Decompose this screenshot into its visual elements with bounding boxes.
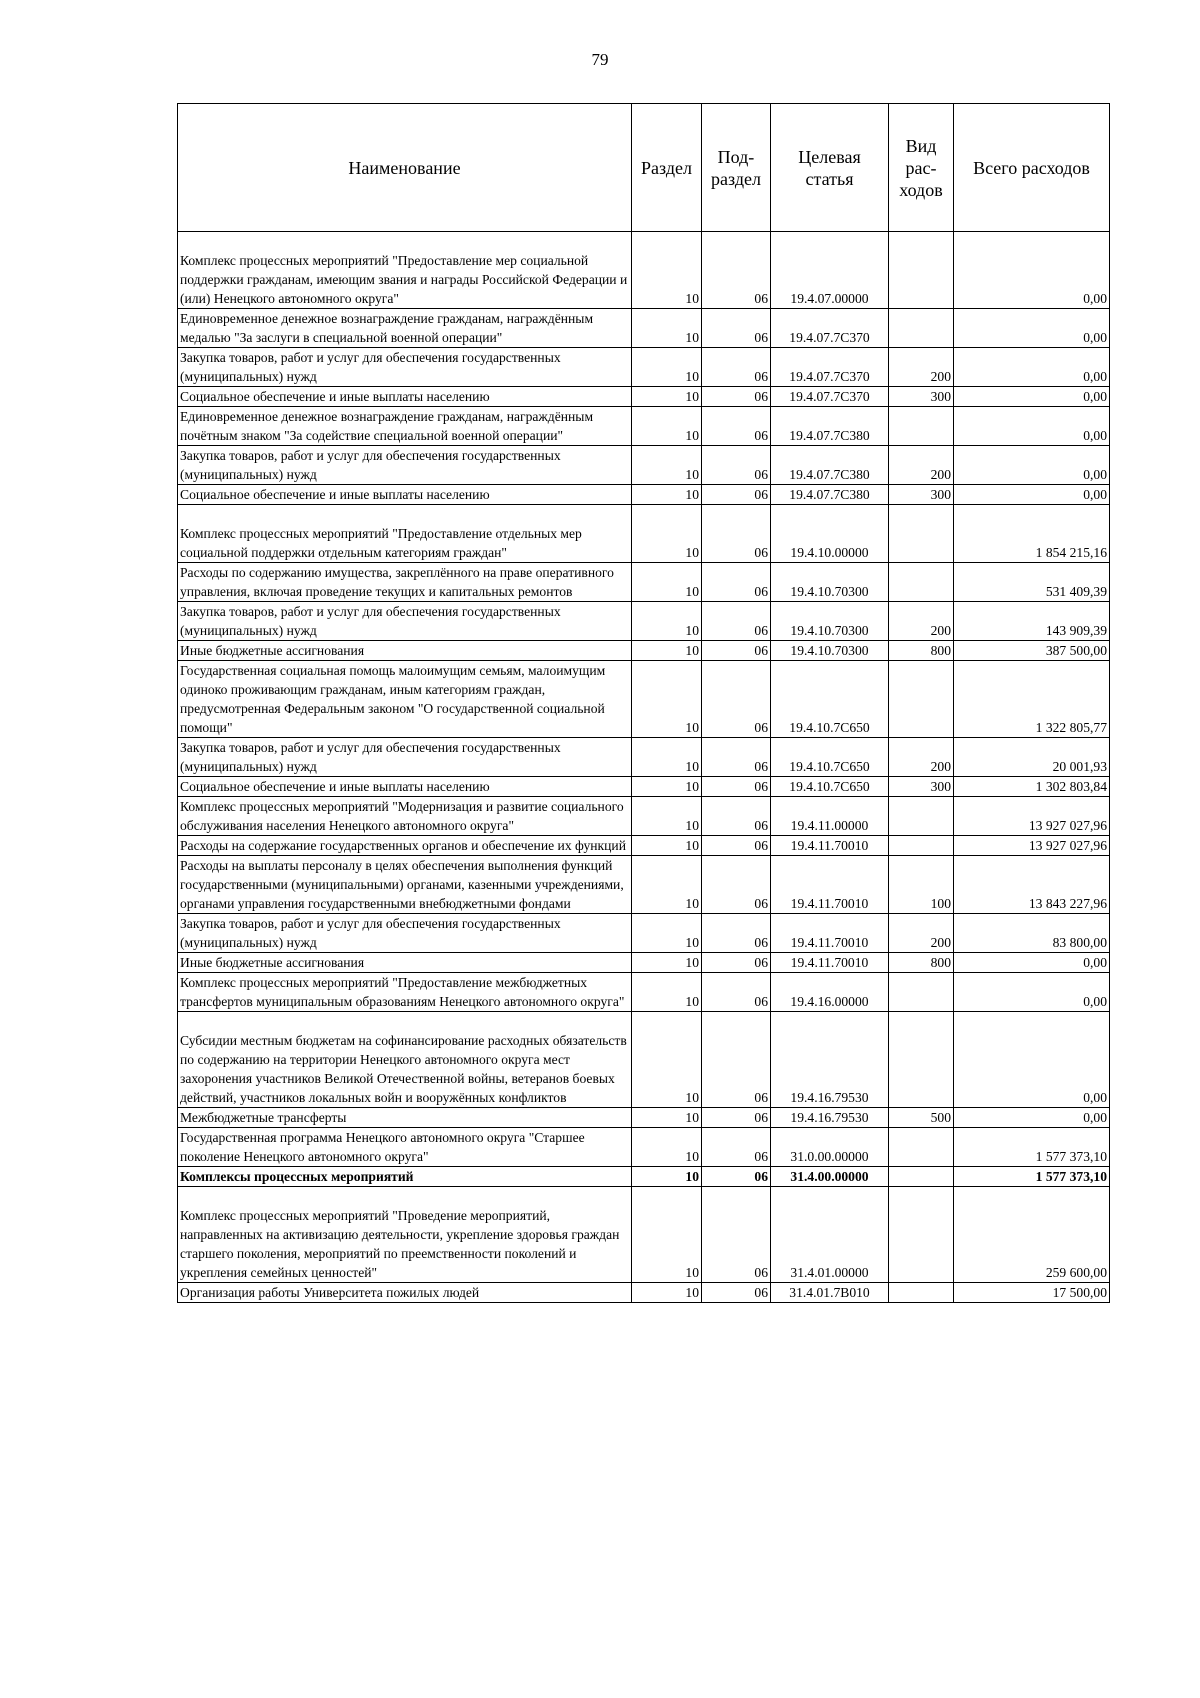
row-celevaya: 19.4.07.7C380 [771,485,889,505]
row-name: Комплекс процессных мероприятий "Предоставление отдельных мер социальной поддержки отдельным категориям граждан" [178,505,632,563]
row-total: 13 927 027,96 [954,797,1110,836]
row-razdel: 10 [632,641,702,661]
table-row [178,1108,1110,1128]
row-total: 1 322 805,77 [954,661,1110,738]
row-total: 13 843 227,96 [954,856,1110,914]
row-celevaya: 19.4.10.70300 [771,602,889,641]
row-name: Расходы на содержание государственных органов и обеспечение их функций [178,836,632,856]
row-name: Комплекс процессных мероприятий "Проведение мероприятий, направленных на активизацию деятельности, укрепление здоровья граждан старшего поколения, мероприятий по преемственности поколений и укрепления семейных ценностей" [178,1187,632,1283]
row-celevaya: 31.4.00.00000 [771,1167,889,1187]
table-row [178,836,1110,856]
row-name: Расходы на выплаты персоналу в целях обеспечения выполнения функций государственными (муниципальными) органами, казенными учреждениями, органами управления государственными внебюджетными фондами [178,856,632,914]
row-name: Комплекс процессных мероприятий "Предоставление мер социальной поддержки гражданам, имеющим звания и награды Российской Федерации и (или) Ненецкого автономного округа" [178,232,632,309]
row-razdel: 10 [632,309,702,348]
row-total: 0,00 [954,309,1110,348]
row-name: Единовременное денежное вознаграждение гражданам, награждённым медалью "За заслуги в специальной военной операции" [178,309,632,348]
row-podrazdel: 06 [702,1012,771,1108]
table-row [178,485,1110,505]
row-razdel: 10 [632,914,702,953]
row-celevaya: 31.4.01.7B010 [771,1283,889,1303]
header-razdel-text: Раздел [641,157,692,178]
row-name: Расходы по содержанию имущества, закреплённого на праве оперативного управления, включая проведение текущих и капитальных ремонтов [178,563,632,602]
row-podrazdel: 06 [702,641,771,661]
row-name: Комплексы процессных мероприятий [178,1167,632,1187]
row-podrazdel: 06 [702,914,771,953]
row-celevaya: 19.4.16.00000 [771,973,889,1012]
row-celevaya: 19.4.10.7C650 [771,738,889,777]
row-total: 0,00 [954,387,1110,407]
row-podrazdel: 06 [702,446,771,485]
row-podrazdel: 06 [702,348,771,387]
row-name: Социальное обеспечение и иные выплаты населению [178,485,632,505]
row-vid [889,505,954,563]
row-total: 83 800,00 [954,914,1110,953]
row-celevaya: 19.4.11.00000 [771,797,889,836]
budget-table [177,103,1110,1303]
row-celevaya: 19.4.10.70300 [771,641,889,661]
row-name: Иные бюджетные ассигнования [178,641,632,661]
table-row [178,1187,1110,1283]
row-celevaya: 19.4.11.70010 [771,953,889,973]
row-razdel: 10 [632,387,702,407]
row-podrazdel: 06 [702,602,771,641]
row-name: Социальное обеспечение и иные выплаты населению [178,777,632,797]
header-name [178,104,632,232]
row-total: 1 854 215,16 [954,505,1110,563]
header-razdel [632,104,702,232]
header-celevaya [771,104,889,232]
row-name: Социальное обеспечение и иные выплаты населению [178,387,632,407]
row-vid [889,563,954,602]
row-total: 1 577 373,10 [954,1167,1110,1187]
row-celevaya: 31.0.00.00000 [771,1128,889,1167]
row-vid [889,407,954,446]
table-row [178,797,1110,836]
row-podrazdel: 06 [702,1108,771,1128]
table-row [178,914,1110,953]
row-vid: 200 [889,738,954,777]
row-total: 387 500,00 [954,641,1110,661]
row-name: Субсидии местным бюджетам на софинансирование расходных обязательств по содержанию на территории Ненецкого автономного округа мест захоронения участников Великой Отечественной войны, ветеранов боевых действий, участников локальных войн и вооружённых конфликтов [178,1012,632,1108]
table-row [178,505,1110,563]
row-name: Комплекс процессных мероприятий "Предоставление межбюджетных трансфертов муниципальным образованиям Ненецкого автономного округа" [178,973,632,1012]
row-vid: 200 [889,914,954,953]
row-vid [889,1187,954,1283]
table-row [178,446,1110,485]
row-podrazdel: 06 [702,973,771,1012]
row-total: 17 500,00 [954,1283,1110,1303]
row-total: 0,00 [954,485,1110,505]
row-name: Закупка товаров, работ и услуг для обеспечения государственных (муниципальных) нужд [178,348,632,387]
row-razdel: 10 [632,407,702,446]
table-row [178,641,1110,661]
row-celevaya: 19.4.07.00000 [771,232,889,309]
row-total: 20 001,93 [954,738,1110,777]
row-celevaya: 19.4.11.70010 [771,914,889,953]
row-celevaya: 19.4.07.7C380 [771,446,889,485]
row-vid [889,232,954,309]
row-podrazdel: 06 [702,309,771,348]
row-razdel: 10 [632,973,702,1012]
row-podrazdel: 06 [702,1187,771,1283]
row-total: 1 302 803,84 [954,777,1110,797]
table-row [178,1012,1110,1108]
row-total: 0,00 [954,1012,1110,1108]
row-razdel: 10 [632,1167,702,1187]
table-row [178,953,1110,973]
table-row [178,856,1110,914]
row-podrazdel: 06 [702,505,771,563]
row-name: Иные бюджетные ассигнования [178,953,632,973]
row-podrazdel: 06 [702,797,771,836]
row-podrazdel: 06 [702,661,771,738]
row-vid [889,661,954,738]
row-celevaya: 19.4.10.7C650 [771,661,889,738]
row-vid: 300 [889,387,954,407]
row-razdel: 10 [632,563,702,602]
row-celevaya: 19.4.10.7C650 [771,777,889,797]
table-row [178,661,1110,738]
row-total: 0,00 [954,407,1110,446]
row-vid: 200 [889,602,954,641]
header-name-text: Наименование [348,157,461,178]
row-vid [889,973,954,1012]
table-row [178,309,1110,348]
row-total: 0,00 [954,973,1110,1012]
page-number: 79 [591,50,609,69]
row-podrazdel: 06 [702,563,771,602]
row-razdel: 10 [632,1128,702,1167]
row-podrazdel: 06 [702,836,771,856]
row-celevaya: 19.4.07.7C380 [771,407,889,446]
table-row [178,1128,1110,1167]
row-vid [889,1012,954,1108]
row-vid: 300 [889,777,954,797]
row-celevaya: 19.4.10.00000 [771,505,889,563]
row-podrazdel: 06 [702,1167,771,1187]
header-celevaya-text: Целевая статья [798,146,861,189]
row-name: Организация работы Университета пожилых людей [178,1283,632,1303]
row-podrazdel: 06 [702,1283,771,1303]
table-row [178,602,1110,641]
row-podrazdel: 06 [702,485,771,505]
row-vid [889,1167,954,1187]
row-podrazdel: 06 [702,777,771,797]
row-celevaya: 19.4.11.70010 [771,856,889,914]
row-vid: 500 [889,1108,954,1128]
row-vid: 300 [889,485,954,505]
row-total: 259 600,00 [954,1187,1110,1283]
row-name: Закупка товаров, работ и услуг для обеспечения государственных (муниципальных) нужд [178,914,632,953]
header-vid-text: Вид рас- ходов [899,135,943,200]
row-celevaya: 31.4.01.00000 [771,1187,889,1283]
row-podrazdel: 06 [702,232,771,309]
header-podrazdel-text: Под- раздел [711,146,761,189]
row-total: 143 909,39 [954,602,1110,641]
row-total: 13 927 027,96 [954,836,1110,856]
row-razdel: 10 [632,232,702,309]
row-name: Закупка товаров, работ и услуг для обеспечения государственных (муниципальных) нужд [178,446,632,485]
table-row [178,348,1110,387]
row-razdel: 10 [632,836,702,856]
row-celevaya: 19.4.07.7C370 [771,348,889,387]
row-razdel: 10 [632,738,702,777]
table-row [178,973,1110,1012]
header-total-text: Всего расходов [973,157,1090,178]
table-row [178,563,1110,602]
row-razdel: 10 [632,661,702,738]
row-vid [889,797,954,836]
row-razdel: 10 [632,1187,702,1283]
table-row [178,738,1110,777]
row-total: 0,00 [954,953,1110,973]
row-podrazdel: 06 [702,407,771,446]
row-celevaya: 19.4.11.70010 [771,836,889,856]
row-razdel: 10 [632,446,702,485]
row-podrazdel: 06 [702,387,771,407]
row-razdel: 10 [632,505,702,563]
table-row [178,232,1110,309]
row-razdel: 10 [632,1283,702,1303]
row-celevaya: 19.4.16.79530 [771,1108,889,1128]
row-celevaya: 19.4.16.79530 [771,1012,889,1108]
row-razdel: 10 [632,602,702,641]
row-name: Межбюджетные трансферты [178,1108,632,1128]
row-razdel: 10 [632,953,702,973]
row-name: Государственная программа Ненецкого автономного округа "Старшее поколение Ненецкого автономного округа" [178,1128,632,1167]
row-vid: 800 [889,641,954,661]
row-podrazdel: 06 [702,856,771,914]
row-total: 1 577 373,10 [954,1128,1110,1167]
row-name: Единовременное денежное вознаграждение гражданам, награждённым почётным знаком "За содействие специальной военной операции" [178,407,632,446]
table-row [178,1167,1110,1187]
row-podrazdel: 06 [702,1128,771,1167]
header-podrazdel [702,104,771,232]
row-celevaya: 19.4.10.70300 [771,563,889,602]
table-row [178,387,1110,407]
row-razdel: 10 [632,348,702,387]
row-celevaya: 19.4.07.7C370 [771,309,889,348]
row-total: 0,00 [954,446,1110,485]
row-vid: 800 [889,953,954,973]
row-razdel: 10 [632,797,702,836]
row-podrazdel: 06 [702,738,771,777]
row-name: Закупка товаров, работ и услуг для обеспечения государственных (муниципальных) нужд [178,602,632,641]
row-podrazdel: 06 [702,953,771,973]
row-vid: 200 [889,348,954,387]
table-header-row [178,104,1110,232]
header-vid [889,104,954,232]
row-name: Закупка товаров, работ и услуг для обеспечения государственных (муниципальных) нужд [178,738,632,777]
table-row [178,1283,1110,1303]
row-razdel: 10 [632,777,702,797]
row-total: 531 409,39 [954,563,1110,602]
row-vid [889,1283,954,1303]
row-vid: 100 [889,856,954,914]
row-vid [889,309,954,348]
row-total: 0,00 [954,1108,1110,1128]
row-razdel: 10 [632,1108,702,1128]
row-name: Комплекс процессных мероприятий "Модернизация и развитие социального обслуживания населения Ненецкого автономного округа" [178,797,632,836]
row-razdel: 10 [632,485,702,505]
table-body [178,232,1110,1303]
table-row [178,407,1110,446]
row-name: Государственная социальная помощь малоимущим семьям, малоимущим одиноко проживающим гражданам, иным категориям граждан, предусмотренная Федеральным законом "О государственной социальной помощи" [178,661,632,738]
row-razdel: 10 [632,856,702,914]
header-total [954,104,1110,232]
row-total: 0,00 [954,348,1110,387]
row-total: 0,00 [954,232,1110,309]
table-row [178,777,1110,797]
row-vid [889,1128,954,1167]
row-celevaya: 19.4.07.7C370 [771,387,889,407]
row-vid: 200 [889,446,954,485]
row-vid [889,836,954,856]
row-razdel: 10 [632,1012,702,1108]
